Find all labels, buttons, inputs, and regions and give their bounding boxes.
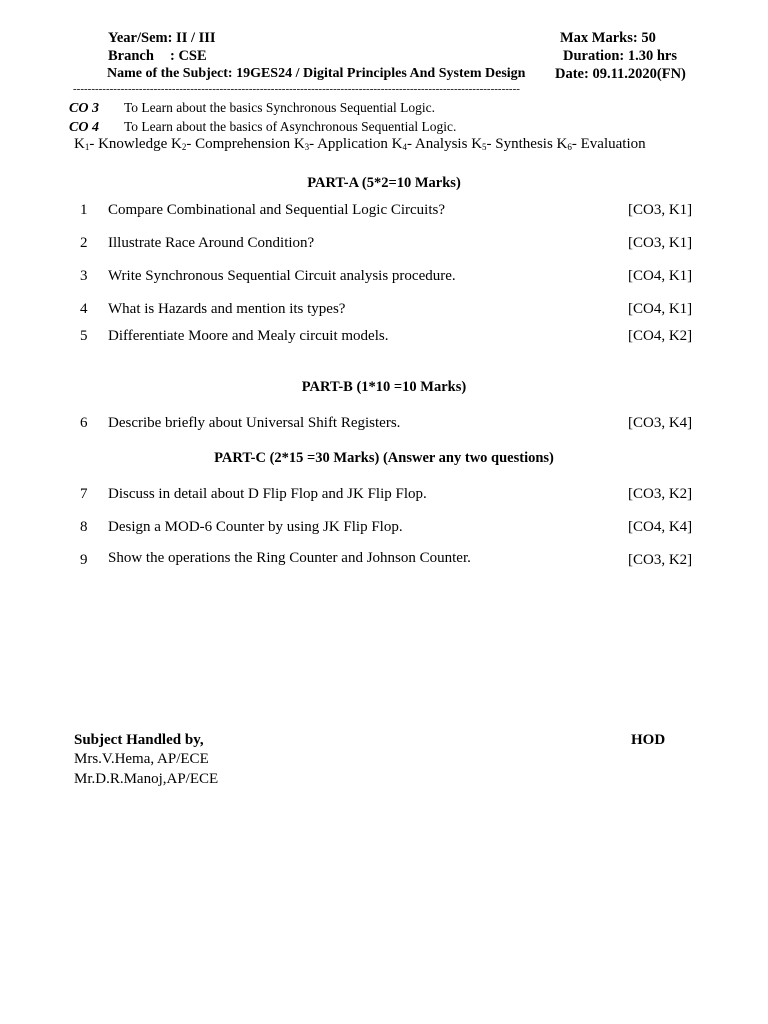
question-text: What is Hazards and mention its types? [108,301,346,317]
question-text: Show the operations the Ring Counter and Johnson Counter. [108,550,471,566]
question-number: 4 [80,301,88,317]
question-text: Describe briefly about Universal Shift Registers. [108,415,401,431]
question-co-level: [CO3, K2] [628,552,693,568]
part-a-title: PART-A (5*2=10 Marks) [307,175,461,191]
question-co-level: [CO3, K4] [628,415,693,431]
question-number: 6 [80,415,88,431]
subject-name: Name of the Subject: 19GES24 / Digital Principles And System Design [107,66,526,81]
question-co-level: [CO4, K4] [628,519,693,535]
question-text: Differentiate Moore and Mealy circuit models. [108,328,389,344]
question-number: 8 [80,519,88,535]
question-text: Compare Combinational and Sequential Logic Circuits? [108,202,446,218]
year-sem: Year/Sem: II / III [108,30,216,46]
question-co-level: [CO4, K2] [628,328,693,344]
separator-line: -------------------------------------------------------------------------------------------------------------------------- [73,83,520,95]
staff-name: Mr.D.R.Manoj,AP/ECE [74,771,219,787]
part-c-title: PART-C (2*15 =30 Marks) (Answer any two questions) [214,450,554,466]
duration: Duration: 1.30 hrs [563,48,677,64]
question-text: Design a MOD-6 Counter by using JK Flip Flop. [108,519,403,535]
question-number: 3 [80,268,88,284]
question-text: Illustrate Race Around Condition? [108,235,315,251]
hod-label: HOD [631,732,666,748]
max-marks: Max Marks: 50 [560,30,656,46]
handled-by-label: Subject Handled by, [74,732,204,748]
knowledge-levels: $K_1-$ Knowledge $K_2-$ Comprehension $K_3-$ Application $K_4-$ Analysis $K_5-$ Synthesis $K_6-$ Evaluation [74,136,646,152]
question-co-level: [CO3, K1] [628,235,693,251]
question-text: Write Synchronous Sequential Circuit analysis procedure. [108,268,456,284]
branch-value: : CSE [170,48,207,64]
question-text: Discuss in detail about D Flip Flop and JK Flip Flop. [108,486,427,502]
staff-name: Mrs.V.Hema, AP/ECE [74,751,209,767]
question-number: 1 [80,202,88,218]
branch-label: Branch [108,48,154,64]
question-co-level: [CO4, K1] [628,301,693,317]
question-co-level: [CO3, K2] [628,486,693,502]
exam-date: Date: 09.11.2020(FN) [555,66,686,82]
question-number: 2 [80,235,88,251]
question-number: 9 [80,552,88,568]
question-co-level: [CO3, K1] [628,202,693,218]
co-text: To Learn about the basics of Asynchronous Sequential Logic. [124,119,457,134]
co-code: CO 3 [69,101,99,116]
question-co-level: [CO4, K1] [628,268,693,284]
question-number: 5 [80,328,88,344]
co-text: To Learn about the basics Synchronous Sequential Logic. [124,100,435,115]
question-number: 7 [80,486,88,502]
part-b-title: PART-B (1*10 =10 Marks) [301,379,467,395]
co-code: CO 4 [69,120,99,135]
